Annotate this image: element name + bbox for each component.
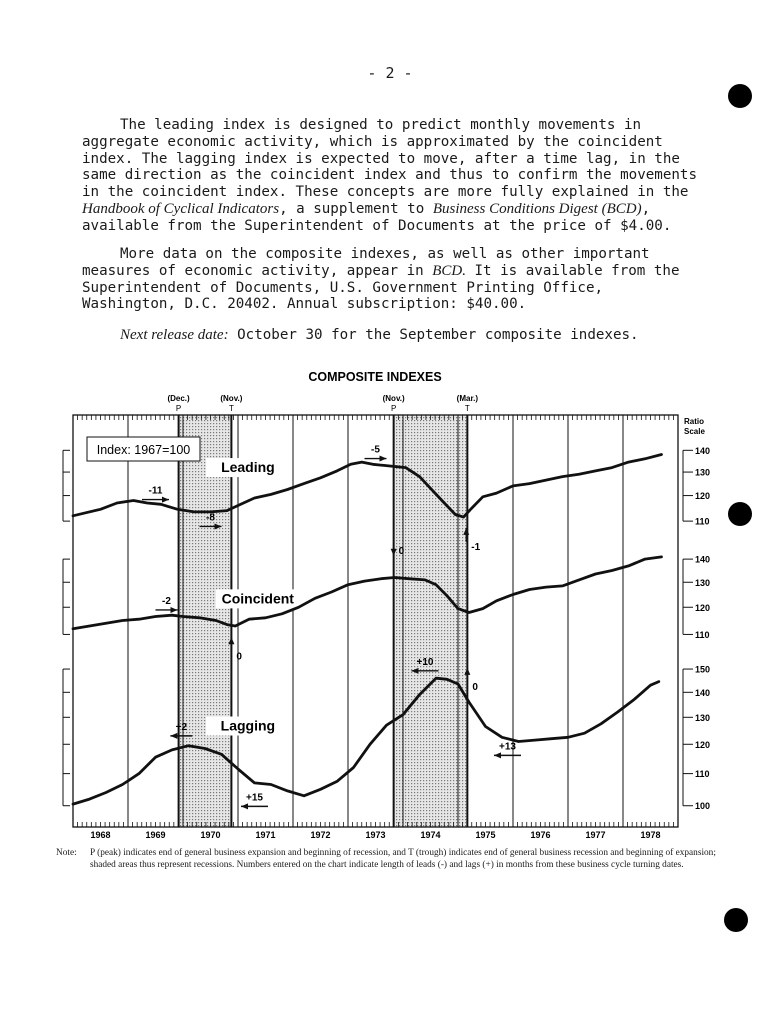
handbook-title: Handbook of Cyclical Indicators (82, 200, 280, 217)
ratio-scale-label-2: Scale (684, 427, 705, 436)
release-date-label: Next release date: (120, 327, 229, 343)
year-label-1977: 1977 (585, 830, 606, 840)
series-name-leading: Leading (221, 459, 275, 476)
page-number: - 2 - (367, 64, 413, 82)
recession-peak-code-1: P (175, 404, 182, 413)
right-tick-label-leading-110: 110 (695, 516, 710, 527)
release-date-text: October 30 for the September composite indexes. (228, 327, 639, 343)
annotation-label: +15 (246, 792, 263, 804)
annotation-label: 0 (398, 545, 405, 557)
annotation-arrow-head (171, 607, 178, 613)
punch-hole-top (728, 84, 752, 108)
right-tick-label-coincident-140: 140 (695, 554, 711, 565)
punch-hole-bottom (724, 908, 748, 932)
annotation-label: 0 (472, 681, 478, 693)
year-label-1978: 1978 (640, 830, 661, 840)
right-tick-label-lagging-120: 120 (695, 739, 711, 750)
right-tick-label-leading-140: 140 (695, 445, 711, 456)
paragraph-leading-index (82, 117, 697, 235)
recession-peak-code-2: P (390, 404, 397, 413)
index-base-label: Index: 1967=100 (96, 443, 191, 457)
annotation-label: -8 (206, 512, 215, 524)
recession-peak-month-2: (Nov.) (382, 394, 405, 403)
lead-lag-annotation-1 (142, 486, 169, 503)
right-tick-label-lagging-150: 150 (695, 664, 711, 675)
note-label: Note: (56, 848, 77, 858)
right-tick-label-leading-120: 120 (695, 491, 711, 502)
year-label-1968: 1968 (90, 830, 111, 840)
composite-indexes-chart (0, 360, 780, 845)
right-tick-label-lagging-110: 110 (695, 769, 710, 780)
annotation-arrow-head (241, 803, 248, 809)
ratio-scale-label-1: Ratio (684, 417, 704, 426)
right-tick-label-coincident-110: 110 (695, 629, 710, 640)
year-label-1970: 1970 (200, 830, 221, 840)
recession-trough-code-2: T (464, 404, 470, 413)
annotation-label: +10 (416, 656, 434, 668)
year-label-1969: 1969 (145, 830, 166, 840)
bcd-reference: BCD. (432, 262, 466, 279)
annotation-label: -2 (162, 595, 171, 607)
annotation-label: -1 (471, 541, 481, 553)
paragraph-2-text-b: It is available from the Superintendent of Documents, U.S. Government Printing Office, Washington, D.C. 20402. Annual subscription: $40.00. (82, 262, 680, 313)
annotation-arrow-head (162, 497, 169, 503)
recession-trough-code-1: T (228, 404, 234, 413)
series-line-coincident (73, 557, 662, 629)
index-base-box (87, 437, 200, 461)
right-tick-label-coincident-120: 120 (695, 602, 711, 613)
annotation-arrow-head (380, 456, 387, 462)
chart-note (56, 848, 716, 871)
recession-peak-month-1: (Dec.) (167, 394, 190, 403)
lead-lag-annotation-12 (241, 792, 268, 809)
right-tick-label-leading-130: 130 (695, 467, 711, 478)
year-label-1971: 1971 (255, 830, 276, 840)
year-label-1972: 1972 (310, 830, 331, 840)
bcd-title: Business Conditions Digest (BCD) (432, 200, 642, 217)
right-tick-label-lagging-100: 100 (695, 801, 711, 812)
lead-lag-annotation-3 (365, 445, 387, 462)
lead-lag-annotation-6 (156, 596, 178, 613)
annotation-label: +2 (175, 721, 188, 733)
year-label-1976: 1976 (530, 830, 551, 840)
annotation-arrow-head (494, 752, 501, 758)
paragraph-more-data (82, 246, 697, 313)
right-tick-label-lagging-140: 140 (695, 687, 711, 698)
year-label-1975: 1975 (475, 830, 496, 840)
paragraph-2-text-a: More data on the composite indexes, as well as other important measures of economic activity, appear in (82, 246, 650, 279)
annotation-label: -5 (371, 444, 380, 456)
series-line-lagging (73, 678, 659, 804)
year-label-1973: 1973 (365, 830, 386, 840)
note-text: P (peak) indicates end of general business expansion and beginning of recession, and T (trough) indicates end of general business recession and beginning of expansion; shaded areas thus represent recessions. Numbers entered on the chart indicate length of leads (-) and lags (+) in months from these business cycle turning dates. (90, 848, 716, 870)
lead-lag-annotation-11 (494, 741, 521, 758)
paragraph-1-text-a: The leading index is designed to predict monthly movements in aggregate economic activity, which is approximated by the coincident index. The lagging index is expected to move, after a time lag, in the same direction as the coincident index and thus to confirm the movements in the coincident index. These concepts are more fully explained in the (82, 117, 697, 201)
paragraph-release-date (82, 327, 697, 344)
annotation-arrow-head (170, 733, 177, 739)
recession-trough-month-1: (Nov.) (220, 394, 243, 403)
chart-title: COMPOSITE INDEXES (308, 370, 442, 384)
right-tick-label-coincident-130: 130 (695, 577, 711, 588)
series-name-lagging: Lagging (220, 717, 276, 734)
series-name-coincident: Coincident (221, 590, 294, 607)
paragraph-1-text-b: , a supplement to (279, 200, 433, 217)
paragraph-1-text-c: , available from the Superintendent of Documents at the price of $4.00. (82, 200, 672, 234)
recession-trough-month-2: (Mar.) (456, 394, 479, 403)
annotation-label: 0 (236, 651, 242, 663)
right-tick-label-lagging-130: 130 (695, 712, 711, 723)
annotation-label: +13 (499, 741, 516, 753)
plot-frame (73, 415, 678, 827)
recession-band-2 (394, 415, 468, 827)
year-label-1974: 1974 (420, 830, 441, 840)
annotation-label: -11 (148, 485, 163, 497)
